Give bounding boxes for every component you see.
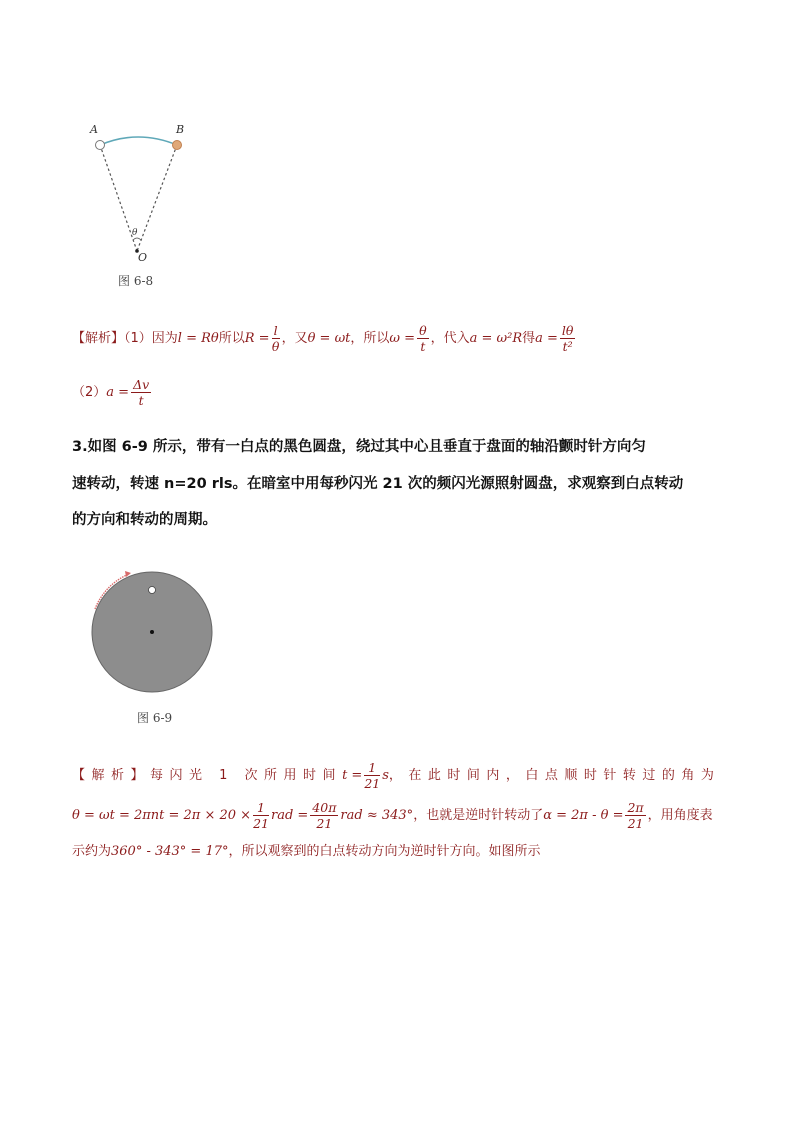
solution-tag: 【解析】	[72, 768, 151, 783]
solution3-line2: θ = ωt = 2πnt = 2π × 20 × $\frac{1}{21}$ rad = $\frac{40\pi}{21}$ rad ≈ 343°，也就是逆时针转动了α = 2π - θ = $\frac{2\pi}{21}$ ，用角度表	[72, 800, 713, 831]
fraction: $\frac{2\pi}{21}$	[627, 800, 644, 831]
bob-b	[173, 141, 182, 150]
fraction: $\frac{1}{21}$	[253, 800, 269, 831]
solution-tag: 【解析】	[72, 331, 125, 346]
figure-6-8-caption: 图 6-8	[118, 274, 154, 288]
label-o: O	[138, 251, 148, 264]
disk-center	[150, 630, 154, 634]
label-a: A	[90, 123, 98, 136]
string-ob	[137, 145, 177, 251]
solution3-line1: 【解析】每闪光 1 次所用时间t = $\frac{1}{21}$ s，在此时间内，白点顺时针转过的角为	[72, 760, 721, 791]
label-b: B	[176, 123, 185, 136]
problem3-line1: 3.如图 6-9 所示，带有一白点的黑色圆盘，绕过其中心且垂直于盘面的轴沿颤时针方向匀	[72, 439, 646, 455]
label-theta: θ	[132, 228, 138, 238]
bob-a	[96, 141, 105, 150]
fraction: $\frac{l}{\theta}$	[271, 323, 280, 354]
fraction: $\frac{40\pi}{21}$	[312, 800, 337, 831]
arc-ab	[100, 137, 177, 145]
figure-6-9	[85, 565, 220, 700]
solution1-line2: （2）a = $\frac{\Delta v}{t}$	[72, 377, 150, 408]
fraction: $\frac{\theta}{t}$	[419, 323, 427, 354]
fraction: $\frac{1}{21}$	[364, 760, 381, 791]
white-dot	[149, 587, 156, 594]
solution3-line3: 示约为360° - 343° = 17°，所以观察到的白点转动方向为逆时针方向。如图所示	[72, 844, 541, 859]
problem3-line3: 的方向和转动的周期。	[72, 512, 217, 528]
figure-6-9-caption: 图 6-9	[137, 711, 173, 725]
solution1-line1: 【解析】（1）因为l = Rθ所以R = $\frac{l}{\theta}$ ，又θ = ωt，所以ω = $\frac{\theta}{t}$ ，代入a = ω²R得a = $\frac{l\theta}{\text{t²}}$	[72, 323, 574, 354]
fraction: $\frac{l\theta}{\text{t²}}$	[561, 323, 574, 354]
figure-6-8	[80, 115, 200, 275]
angle-arc	[133, 238, 141, 240]
fraction: $\frac{\Delta v}{t}$	[133, 377, 150, 408]
problem3-line2: 速转动，转速 n=20 rls。在暗室中用每秒闪光 21 次的频闪光源照射圆盘，求观察到白点转动	[72, 476, 684, 492]
